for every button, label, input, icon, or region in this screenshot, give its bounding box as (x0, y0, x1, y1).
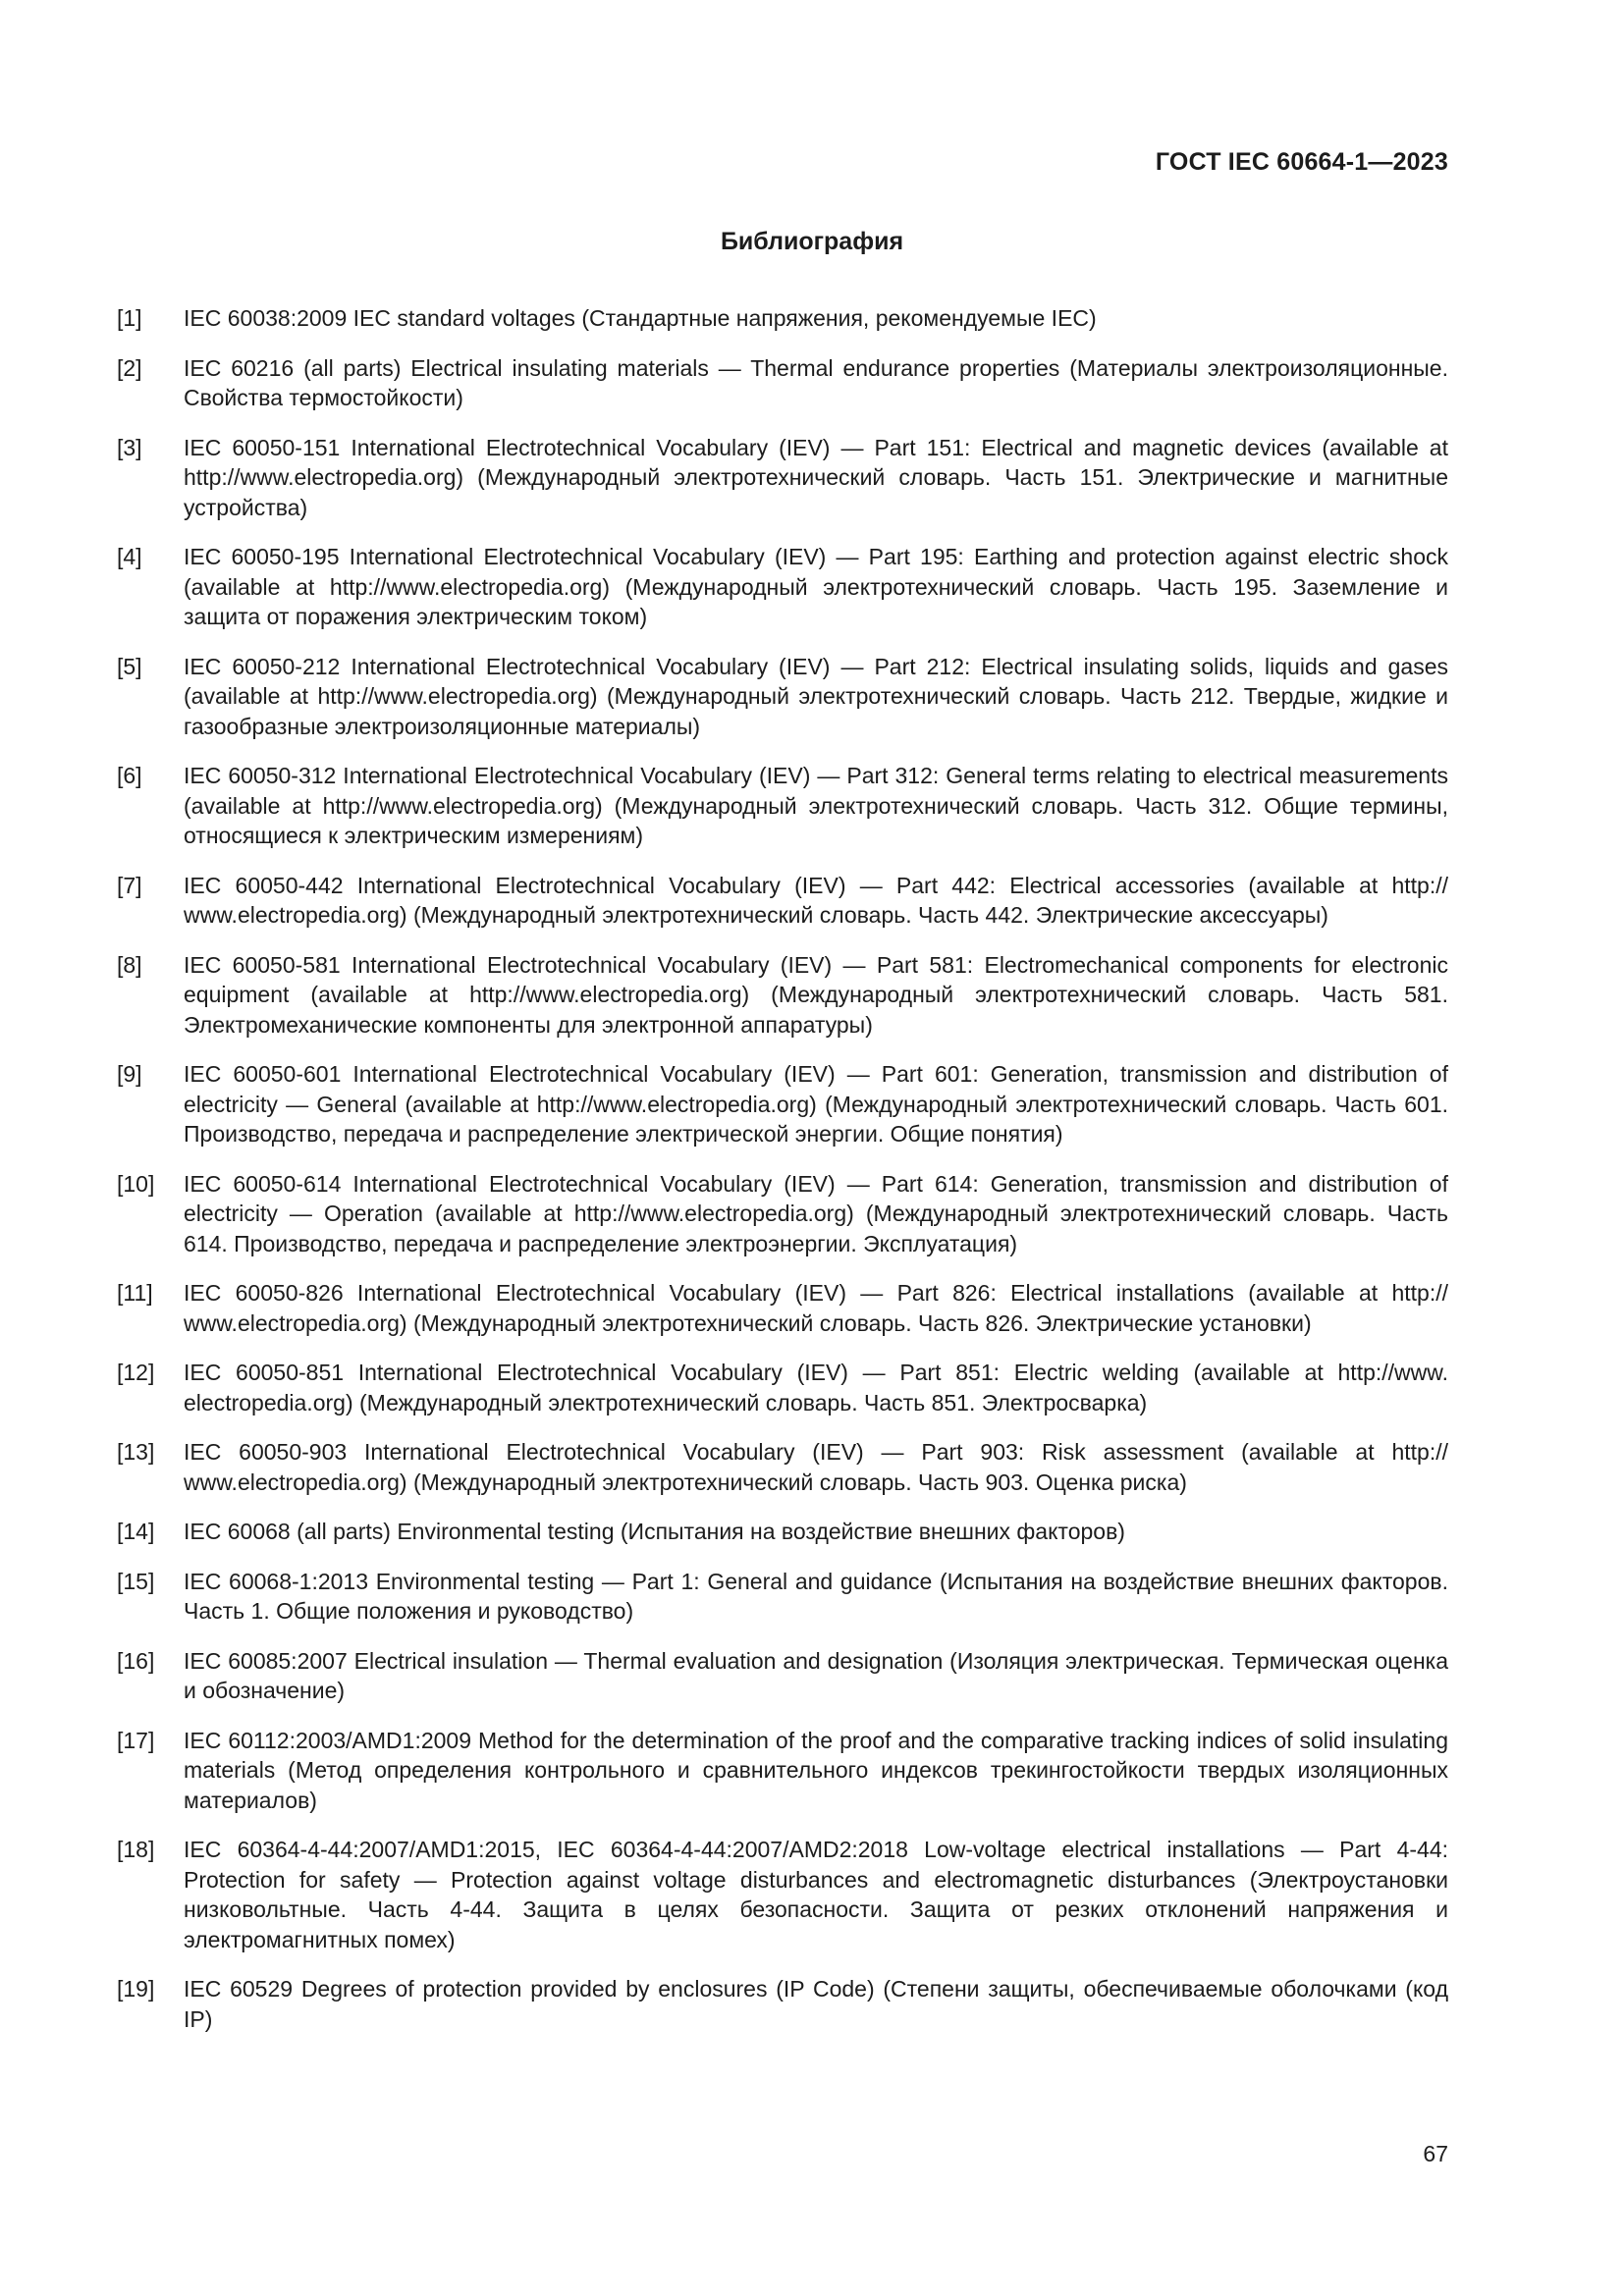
reference-number: [10] (117, 1170, 155, 1197)
reference-text: IEC 60068 (all parts) Environmental testing (Испытания на воздействие внешних факторов) (184, 1519, 1125, 1544)
reference-number: [3] (117, 434, 142, 460)
reference-text: IEC 60050-601 International Electrotechnical Vocabulary (IEV) — Part 601: Generation, transmission and distribution of electricity — General (available at http://www.electropedia.org) (Международный электротехнический словарь. Часть 601. Производство, передача и распределение электрической энергии. Общие понятия) (184, 1061, 1448, 1147)
reference-text: IEC 60050-212 International Electrotechnical Vocabulary (IEV) — Part 212: Electrical insulating solids, liquids and gases (available at http://www.electropedia.org) (Международный электротехнический словарь. Часть 212. Твердые, жидкие и газообразные электроизоляционные материалы) (184, 653, 1448, 739)
reference-entry (117, 353, 1448, 413)
reference-number: [6] (117, 763, 142, 788)
reference-number: [12] (117, 1360, 155, 1385)
reference-number: [8] (117, 951, 142, 978)
reference-number: [7] (117, 872, 142, 898)
document-code: ГОСТ IEC 60664-1—2023 (1155, 148, 1448, 176)
reference-text: IEC 60050-195 International Electrotechnical Vocabulary (IEV) — Part 195: Earthing and protection against electric shock (available at http://www.electropedia.org) (Международный электротехнический словарь. Часть 195. Заземление и защита от поражения электрическим током) (184, 544, 1448, 629)
reference-entry (117, 1358, 1448, 1417)
reference-text: IEC 60085:2007 Electrical insulation — Thermal evaluation and designation (Изоляция электрическая. Термическая оценка и обозначение) (184, 1647, 1448, 1703)
reference-entry (117, 542, 1448, 632)
reference-number: [4] (117, 544, 142, 569)
reference-text: IEC 60050-581 International Electrotechnical Vocabulary (IEV) — Part 581: Electromechanical components for electronic equipment (available at http://www.electropedia.org) (Международный электротехнический словарь. Часть 581. Электромеханические компоненты для электронной аппаратуры) (184, 951, 1448, 1038)
reference-entry (117, 761, 1448, 851)
reference-number: [19] (117, 1976, 155, 2002)
reference-text: IEC 60068-1:2013 Environmental testing — Part 1: General and guidance (Испытания на воздействие внешних факторов. Часть 1. Общие положения и руководство) (184, 1568, 1448, 1624)
reference-number: [2] (117, 354, 142, 381)
reference-number: [18] (117, 1837, 155, 1862)
reference-entry (117, 1835, 1448, 1954)
reference-number: [16] (117, 1647, 155, 1674)
reference-number: [1] (117, 305, 142, 331)
reference-text: IEC 60050-614 International Electrotechnical Vocabulary (IEV) — Part 614: Generation, transmission and distribution of electricity — Operation (available at http://www.electropedia.org) (Международный электротехнический словарь. Часть 614. Производство, передача и распределение электроэнергии. Эксплуатация) (184, 1170, 1448, 1256)
reference-entry (117, 1974, 1448, 2034)
reference-entry (117, 433, 1448, 523)
reference-entry (117, 1278, 1448, 1338)
reference-text: IEC 60038:2009 IEC standard voltages (Стандартные напряжения, рекомендуемые IEC) (184, 305, 1097, 331)
reference-entry (117, 1646, 1448, 1706)
reference-text: IEC 60050-151 International Electrotechnical Vocabulary (IEV) — Part 151: Electrical and magnetic devices (available at http://www.electropedia.org) (Международный электротехнический словарь. Часть 151. Электрические и магнитные устройства) (184, 434, 1448, 520)
reference-number: [15] (117, 1568, 155, 1594)
reference-text: IEC 60529 Degrees of protection provided by enclosures (IP Code) (Степени защиты, обеспечиваемые оболочками (код IP) (184, 1976, 1448, 2032)
reference-entry (117, 1437, 1448, 1497)
reference-entry (117, 1726, 1448, 1816)
reference-entry (117, 1567, 1448, 1627)
reference-number: [9] (117, 1061, 142, 1087)
reference-entry (117, 1169, 1448, 1259)
reference-entry (117, 950, 1448, 1041)
reference-number: [17] (117, 1727, 155, 1753)
page-title: Библиография (720, 228, 904, 255)
reference-entry (117, 303, 1448, 334)
reference-text: IEC 60050-851 International Electrotechnical Vocabulary (IEV) — Part 851: Electric welding (available at http://www. electropedia.org) (Международный электротехнический словарь. Часть 851. Электросварка) (184, 1360, 1448, 1415)
reference-text: IEC 60050-903 International Electrotechnical Vocabulary (IEV) — Part 903: Risk assessment (available at http:// www.electropedia.org) (Международный электротехнический словарь. Часть 903. Оценка риска) (184, 1439, 1448, 1495)
reference-text: IEC 60050-826 International Electrotechnical Vocabulary (IEV) — Part 826: Electrical installations (available at http:// www.electropedia.org) (Международный электротехнический словарь. Часть 826. Электрические установки) (184, 1280, 1448, 1336)
reference-entry (117, 1059, 1448, 1149)
reference-number: [14] (117, 1519, 155, 1544)
page-number: 67 (1423, 2141, 1448, 2166)
bibliography-list (117, 303, 1448, 2054)
reference-entry (117, 1517, 1448, 1547)
reference-number: [11] (117, 1280, 153, 1306)
reference-entry (117, 871, 1448, 931)
reference-number: [5] (117, 653, 142, 679)
reference-text: IEC 60050-442 International Electrotechnical Vocabulary (IEV) — Part 442: Electrical accessories (available at http:// www.electropedia.org) (Международный электротехнический словарь. Часть 442. Электрические аксессуары) (184, 872, 1448, 928)
reference-text: IEC 60216 (all parts) Electrical insulating materials — Thermal endurance properties (Материалы электроизоляционные. Свойства термостойкости) (184, 354, 1448, 410)
reference-number: [13] (117, 1439, 155, 1465)
reference-text: IEC 60112:2003/AMD1:2009 Method for the determination of the proof and the comparative tracking indices of solid insulating materials (Метод определения контрольного и сравнительного индексов трекингостойкости твердых изоляционных материалов) (184, 1727, 1448, 1813)
reference-text: IEC 60364-4-44:2007/AMD1:2015, IEC 60364-4-44:2007/AMD2:2018 Low-voltage electrical installations — Part 4-44: Protection for safety — Protection against voltage disturbances and electromagnetic disturbances (Электроустановки низковольтные. Часть 4-44. Защита в целях безопасности. Защита от резких отклонений напряжения и электромагнитных помех) (184, 1837, 1448, 1952)
reference-entry (117, 652, 1448, 742)
reference-text: IEC 60050-312 International Electrotechnical Vocabulary (IEV) — Part 312: General terms relating to electrical measurements (available at http://www.electropedia.org) (Международный электротехнический словарь. Часть 312. Общие термины, относящиеся к электрическим измерениям) (184, 763, 1448, 848)
